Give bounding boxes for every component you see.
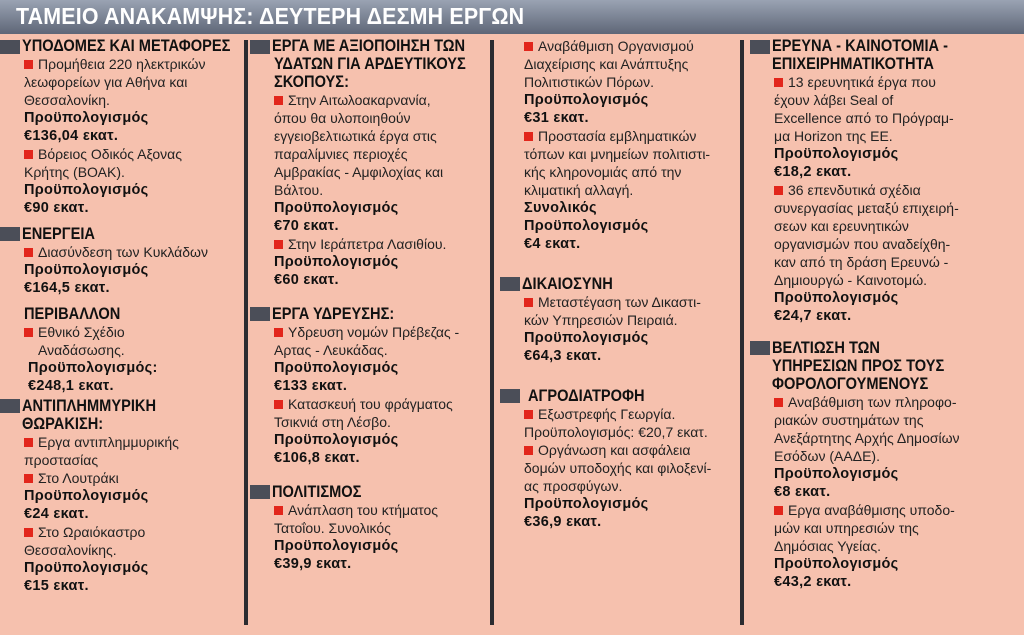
- section-title: ΥΔΑΤΩΝ ΓΙΑ ΑΡΔΕΥΤΙΚΟΥΣ: [274, 54, 466, 73]
- section-marker-icon: [0, 399, 20, 413]
- section-title: ΠΕΡΙΒΑΛΛΟΝ: [24, 304, 121, 323]
- bullet-icon: [24, 474, 33, 483]
- list-item: Στο Ωραιόκαστρο: [24, 523, 240, 541]
- section-environment: ΠΕΡΙΒΑΛΛΟΝ Εθνικό Σχέδιο Αναδάσωσης. Προϋπολογισμός: €248,1 εκατ.: [0, 305, 240, 395]
- section-title: ΕΡΓΑ ΥΔΡΕΥΣΗΣ:: [272, 304, 395, 323]
- section-marker-icon: [250, 485, 270, 499]
- section-marker-icon: [750, 40, 770, 54]
- budget-amount: €106,8 εκατ.: [274, 450, 360, 466]
- section-title: ΑΓΡΟΔΙΑΤΡΟΦΗ: [528, 386, 645, 405]
- budget-label: Προϋπολογισμός:: [28, 360, 158, 376]
- section-title: ΦΟΡΟΛΟΓΟΥΜΕΝΟΥΣ: [772, 374, 929, 393]
- section-title: ΥΠΟΔΟΜΕΣ ΚΑΙ ΜΕΤΑΦΟΡΕΣ: [22, 36, 231, 55]
- budget-label: Προϋπολογισμός: [774, 466, 899, 482]
- budget-label: Προϋπολογισμός: [524, 218, 649, 234]
- budget-amount: €248,1 εκατ.: [28, 378, 114, 394]
- section-marker-icon: [250, 307, 270, 321]
- budget-label: Προϋπολογισμός: [24, 262, 149, 278]
- list-item: Κατασκευή του φράγματος: [274, 395, 486, 413]
- list-item: Στην Αιτωλοακαρνανία,: [274, 91, 486, 109]
- budget-amount: €164,5 εκατ.: [24, 280, 110, 296]
- bullet-icon: [774, 506, 783, 515]
- list-item: Προμήθεια 220 ηλεκτρικών: [24, 55, 240, 73]
- bullet-icon: [24, 528, 33, 537]
- section-marker-icon: [0, 40, 20, 54]
- list-item: Υδρευση νομών Πρέβεζας -: [274, 323, 486, 341]
- section-title: ΒΕΛΤΙΩΣΗ ΤΩΝ: [772, 338, 880, 357]
- section-energy: [0, 225, 240, 297]
- list-item: Αναβάθμιση Οργανισμού: [524, 37, 736, 55]
- column-divider: [740, 40, 744, 625]
- budget-amount: €39,9 εκατ.: [274, 556, 352, 572]
- budget-label: Προϋπολογισμός: [274, 432, 399, 448]
- column-3: [500, 37, 736, 531]
- budget-amount: €15 εκατ.: [24, 578, 89, 594]
- list-item: Αναβάθμιση των πληροφο-: [774, 393, 1022, 411]
- bullet-icon: [524, 132, 533, 141]
- section-marker-icon: [750, 341, 770, 355]
- budget-amount: €60 εκατ.: [274, 272, 339, 288]
- list-item: Εργα αντιπλημμυρικής: [24, 433, 240, 451]
- budget-amount: €4 εκατ.: [524, 236, 581, 252]
- budget-amount: €64,3 εκατ.: [524, 348, 602, 364]
- budget-label: Προϋπολογισμός: [524, 330, 649, 346]
- bullet-icon: [274, 506, 283, 515]
- section-marker-icon: [0, 227, 20, 241]
- list-item: Εργα αναβάθμισης υποδο-: [774, 501, 1022, 519]
- section-title: ΕΝΕΡΓΕΙΑ: [22, 224, 95, 243]
- bullet-icon: [24, 328, 33, 337]
- section-infrastructure: ΥΠΟΔΟΜΕΣ ΚΑΙ ΜΕΤΑΦΟΡΕΣ Προμήθεια 220 ηλεκτρικών λεωφορείων για Αθήνα και Θεσσαλονίκη. Προϋπολογισμός €136,04 εκατ. Βόρειος Οδικός Αξονας Κρήτης (ΒΟΑΚ). Προϋπολογισμός €90 εκατ.: [0, 37, 240, 217]
- budget-amount: €18,2 εκατ.: [774, 164, 852, 180]
- section-title: ΥΠΗΡΕΣΙΩΝ ΠΡΟΣ ΤΟΥΣ: [772, 356, 945, 375]
- bullet-icon: [24, 438, 33, 447]
- section-culture-cont: Αναβάθμιση Οργανισμού Διαχείρισης και Ανάπτυξης Πολιτιστικών Πόρων. Προϋπολογισμός €31 εκατ. Προστασία εμβληματικών τόπων και μνημείων πολιτιστι- κής κληρονομιάς από την κλιματική αλλαγή. Συνολικός Προϋπολογισμός €4 εκατ.: [524, 37, 736, 253]
- bullet-icon: [24, 150, 33, 159]
- title-bar: [0, 0, 1024, 34]
- bullet-icon: [274, 96, 283, 105]
- section-flood-protection: ΑΝΤΙΠΛΗΜΜΥΡΙΚΗ ΘΩΡΑΚΙΣΗ: Εργα αντιπλημμυρικής προστασίας Στο Λουτράκι Προϋπολογισμός €24 εκατ. Στο Ωραιόκαστρο Θεσσαλονίκης. Προϋπολογισμός €15 εκατ.: [0, 397, 240, 595]
- column-1: [0, 37, 240, 595]
- budget-label: Προϋπολογισμός: [274, 360, 399, 376]
- bullet-icon: [24, 248, 33, 257]
- budget-label: Προϋπολογισμός: [274, 538, 399, 554]
- list-item: Διασύνδεση των Κυκλάδων: [24, 243, 240, 261]
- column-divider: [490, 40, 494, 625]
- budget-amount: €43,2 εκατ.: [774, 574, 852, 590]
- section-title: ΕΠΙΧΕΙΡΗΜΑΤΙΚΟΤΗΤΑ: [772, 54, 934, 73]
- section-water-supply: ΕΡΓΑ ΥΔΡΕΥΣΗΣ: Υδρευση νομών Πρέβεζας - Αρτας - Λευκάδας. Προϋπολογισμός €133 εκατ. Κατασκευή του φράγματος Τσικνιά στη Λέσβο. Προϋπολογισμός €106,8 εκατ.: [250, 305, 486, 467]
- bullet-icon: [524, 410, 533, 419]
- budget-label: Προϋπολογισμός: [774, 290, 899, 306]
- budget-label: Προϋπολογισμός: [274, 254, 399, 270]
- total-label: Συνολικός: [524, 200, 597, 216]
- bullet-icon: [524, 42, 533, 51]
- section-title: ΕΡΕΥΝΑ - ΚΑΙΝΟΤΟΜΙΑ -: [772, 36, 948, 55]
- column-2: [250, 37, 486, 573]
- section-irrigation: ΕΡΓΑ ΜΕ ΑΞΙΟΠΟΙΗΣΗ ΤΩΝ ΥΔΑΤΩΝ ΓΙΑ ΑΡΔΕΥΤΙΚΟΥΣ ΣΚΟΠΟΥΣ: Στην Αιτωλοακαρνανία, όπου θα υλοποιηθούν εγγειοβελτιωτικά έργα στις παραλίμνιες περιοχές Αμβρακίας - Αμφιλοχίας και Βάλτου. Προϋπολογισμός €70 εκατ. Στην Ιεράπετρα Λασιθίου. Προϋπολογισμός €60 εκατ.: [250, 37, 486, 289]
- list-item: Ανάπλαση του κτήματος: [274, 501, 486, 519]
- budget-amount: €31 εκατ.: [524, 110, 589, 126]
- bullet-icon: [774, 78, 783, 87]
- list-item: Μεταστέγαση των Δικαστι-: [524, 293, 736, 311]
- section-marker-icon: [500, 389, 520, 403]
- budget-label: Προϋπολογισμός: [24, 182, 149, 198]
- budget-amount: €8 εκατ.: [774, 484, 831, 500]
- column-4: [750, 37, 1022, 591]
- section-title: ΔΙΚΑΙΟΣΥΝΗ: [522, 274, 613, 293]
- budget-label: Προϋπολογισμός: [524, 496, 649, 512]
- section-title: ΕΡΓΑ ΜΕ ΑΞΙΟΠΟΙΗΣΗ ΤΩΝ: [272, 36, 466, 55]
- budget-label: Προϋπολογισμός: [774, 556, 899, 572]
- budget-label: Προϋπολογισμός: [24, 488, 149, 504]
- list-item: 36 επενδυτικά σχέδια: [774, 181, 1022, 199]
- budget-label: Προϋπολογισμός: [524, 92, 649, 108]
- budget-label: Προϋπολογισμός: [24, 110, 149, 126]
- budget-amount: €24,7 εκατ.: [774, 308, 852, 324]
- list-item: 13 ερευνητικά έργα που: [774, 73, 1022, 91]
- budget-amount: €24 εκατ.: [24, 506, 89, 522]
- section-justice: ΔΙΚΑΙΟΣΥΝΗ Μεταστέγαση των Δικαστι- κών Υπηρεσιών Πειραιά. Προϋπολογισμός €64,3 εκατ.: [500, 275, 736, 365]
- list-item: Στο Λουτράκι: [24, 469, 240, 487]
- bullet-icon: [524, 446, 533, 455]
- section-research: ΕΡΕΥΝΑ - ΚΑΙΝΟΤΟΜΙΑ - ΕΠΙΧΕΙΡΗΜΑΤΙΚΟΤΗΤΑ 13 ερευνητικά έργα που έχουν λάβει Seal of Excellence από το Πρόγραμ- μα Horizon της ΕΕ. Προϋπολογισμός €18,2 εκατ. 36 επενδυτικά σχέδια συνεργασίας μεταξύ επιχειρή- σεων και ερευνητικών οργανισμών που αναδείχθη- καν από τη δράση Ερευνώ - Δημιουργώ - Καινοτομώ. Προϋπολογισμός €24,7 εκατ.: [750, 37, 1022, 325]
- list-item: Εθνικό Σχέδιο: [24, 323, 240, 341]
- section-title: ΘΩΡΑΚΙΣΗ:: [22, 414, 104, 433]
- list-item: Στην Ιεράπετρα Λασιθίου.: [274, 235, 486, 253]
- bullet-icon: [274, 328, 283, 337]
- list-item: Οργάνωση και ασφάλεια: [524, 441, 736, 459]
- budget-amount: €136,04 εκατ.: [24, 128, 119, 144]
- list-item: Προστασία εμβληματικών: [524, 127, 736, 145]
- budget-label: Προϋπολογισμός: [274, 200, 399, 216]
- section-culture: ΠΟΛΙΤΙΣΜΟΣ Ανάπλαση του κτήματος Τατοΐου. Συνολικός Προϋπολογισμός €39,9 εκατ.: [250, 483, 486, 573]
- budget-label: Προϋπολογισμός: [24, 560, 149, 576]
- list-item: Βόρειος Οδικός Αξονας: [24, 145, 240, 163]
- bullet-icon: [774, 186, 783, 195]
- bullet-icon: [524, 298, 533, 307]
- budget-amount: €133 εκατ.: [274, 378, 348, 394]
- page-title: ΤΑΜΕΙΟ ΑΝΑΚΑΜΨΗΣ: ΔΕΥΤΕΡΗ ΔΕΣΜΗ ΕΡΓΩΝ: [16, 3, 525, 29]
- column-divider: [244, 40, 248, 625]
- budget-amount: €70 εκατ.: [274, 218, 339, 234]
- bullet-icon: [774, 398, 783, 407]
- bullet-icon: [274, 240, 283, 249]
- budget-amount: €36,9 εκατ.: [524, 514, 602, 530]
- section-agrifood: ΑΓΡΟΔΙΑΤΡΟΦΗ Εξωστρεφής Γεωργία. Προϋπολογισμός: €20,7 εκατ. Οργάνωση και ασφάλεια δομών υποδοχής και φιλοξενί- ας προσφύγων. Προϋπολογισμός €36,9 εκατ.: [500, 387, 736, 531]
- section-marker-icon: [500, 277, 520, 291]
- bullet-icon: [274, 400, 283, 409]
- section-title: ΠΟΛΙΤΙΣΜΟΣ: [272, 482, 362, 501]
- section-taxpayer-services: ΒΕΛΤΙΩΣΗ ΤΩΝ ΥΠΗΡΕΣΙΩΝ ΠΡΟΣ ΤΟΥΣ ΦΟΡΟΛΟΓΟΥΜΕΝΟΥΣ Αναβάθμιση των πληροφο- ριακών συστημάτων της Ανεξάρτητης Αρχής Δημοσίων Εσόδων (ΑΑΔΕ). Προϋπολογισμός €8 εκατ. Εργα αναβάθμισης υποδο- μών και υπηρεσιών της Δημόσιας Υγείας. Προϋπολογισμός €43,2 εκατ.: [750, 339, 1022, 591]
- section-title: ΑΝΤΙΠΛΗΜΜΥΡΙΚΗ: [22, 396, 157, 415]
- list-item: Εξωστρεφής Γεωργία.: [524, 405, 736, 423]
- section-title: ΣΚΟΠΟΥΣ:: [274, 72, 349, 91]
- budget-amount: €90 εκατ.: [24, 200, 89, 216]
- budget-label: Προϋπολογισμός: [774, 146, 899, 162]
- bullet-icon: [24, 60, 33, 69]
- section-marker-icon: [250, 40, 270, 54]
